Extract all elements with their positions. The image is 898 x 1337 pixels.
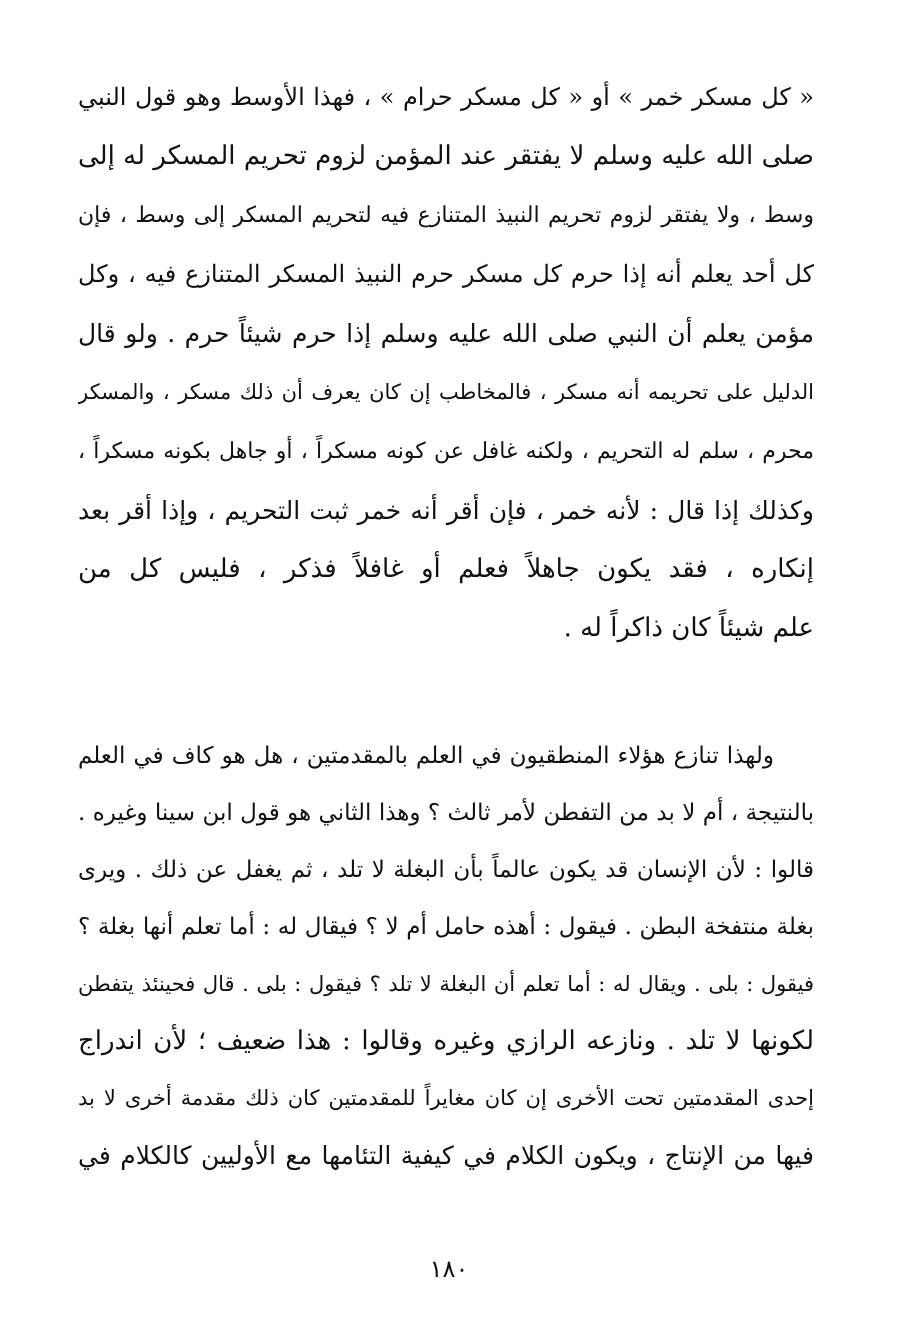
text-line: « كل مسكر خمر » أو « كل مسكر حرام » ، فهذا الأوسط وهو قول النبي — [78, 83, 814, 111]
text-line: فيقول : بلى . ويقال له : أما تعلم أن البغلة لا تلد ؟ فيقول : بلى . قال فحينئذ يتفطن — [78, 972, 814, 996]
text-line: قالوا : لأن الإنسان قد يكون عالماً بأن البغلة لا تلد ، ثم يغفل عن ذلك . ويرى — [78, 857, 814, 883]
page-number: ١٨٠ — [429, 1255, 469, 1283]
text-line: بغلة منتفخة البطن . فيقول : أهذه حامل أم لا ؟ فيقال له : أما تعلم أنها بغلة ؟ — [78, 914, 814, 940]
text-line: وسط ، ولا يفتقر لزوم تحريم النبيذ المتنازع فيه لتحريم المسكر إلى وسط ، فإن — [78, 203, 814, 228]
text-line: بالنتيجة ، أم لا بد من التفطن لأمر ثالث ؟ وهذا الثاني هو قول ابن سينا وغيره . — [78, 800, 814, 826]
text-line: مؤمن يعلم أن النبي صلى الله عليه وسلم إذا حرم شيئاً حرم . ولو قال — [78, 319, 814, 348]
text-line: الدليل على تحريمه أنه مسكر ، فالمخاطب إن كان يعرف أن ذلك مسكر ، والمسكر — [78, 380, 814, 404]
text-line: ولهذا تنازع هؤلاء المنطقيون في العلم بالمقدمتين ، هل هو كاف في العلم — [78, 743, 774, 769]
text-line: لكونها لا تلد . ونازعه الرازي وغيره وقالوا : هذا ضعيف ؛ لأن اندراج — [78, 1026, 814, 1056]
paragraph-2 — [78, 728, 814, 1184]
text-line: كل أحد يعلم أنه إذا حرم كل مسكر حرم النبيذ المسكر المتنازع فيه ، وكل — [78, 260, 814, 288]
text-line: إنكاره ، فقد يكون جاهلاً فعلم أو غافلاً فذكر ، فليس كل من — [78, 554, 814, 584]
text-line: محرم ، سلم له التحريم ، ولكنه غافل عن كونه مسكراً ، أو جاهل بكونه مسكراً ، — [78, 439, 814, 464]
text-line: علم شيئاً كان ذاكراً له . — [563, 613, 814, 643]
text-line: إحدى المقدمتين تحت الأخرى إن كان مغايراً للمقدمتين كان ذلك مقدمة أخرى لا بد — [78, 1086, 814, 1110]
text-line: وكذلك إذا قال : لأنه خمر ، فإن أقر أنه خمر ثبت التحريم ، وإذا أقر بعد — [78, 496, 814, 525]
paragraph-1 — [78, 68, 814, 658]
text-line: صلى الله عليه وسلم لا يفتقر عند المؤمن لزوم تحريم المسكر له إلى — [78, 141, 814, 171]
text-line: فيها من الإنتاج ، ويكون الكلام في كيفية التئامها مع الأوليين كالكلام في — [78, 1141, 814, 1170]
